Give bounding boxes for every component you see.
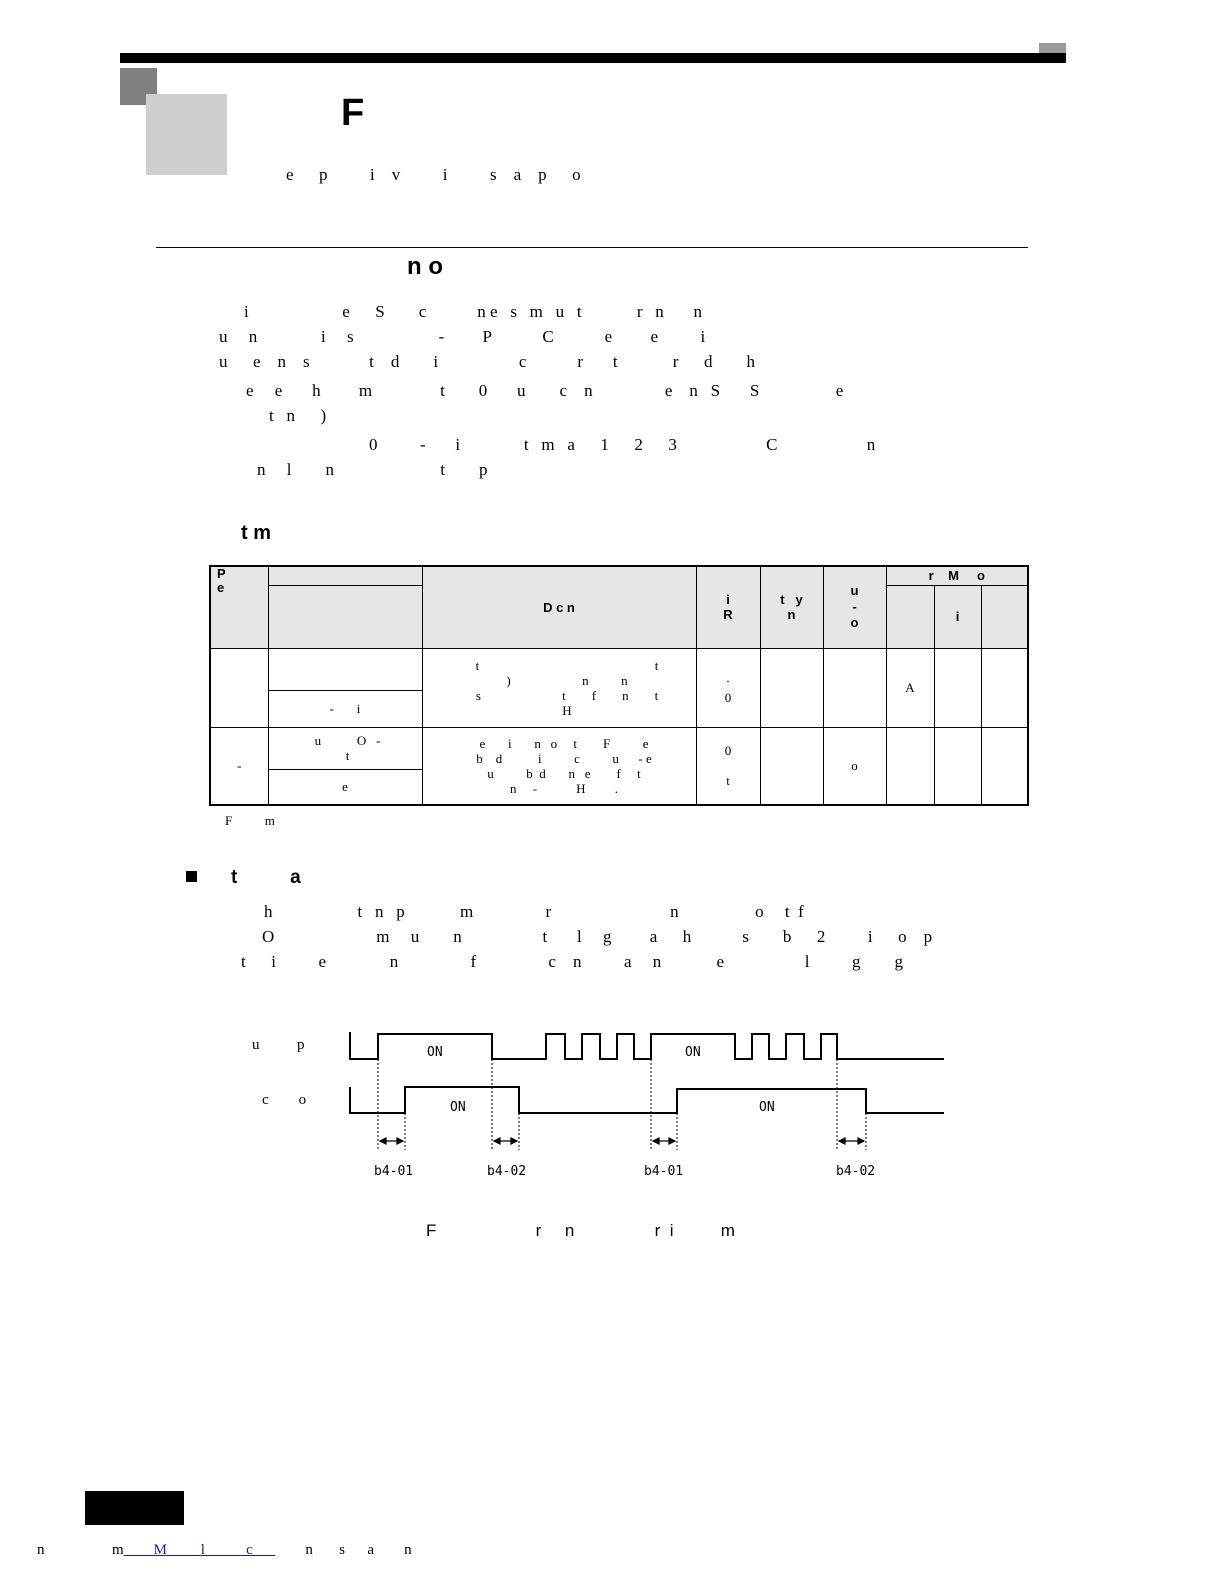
delay-label: b4-02 xyxy=(836,1164,876,1179)
row2-name-top: u O - t xyxy=(268,727,422,769)
on-label: ON xyxy=(450,1100,466,1115)
row1-access-1: A xyxy=(886,648,934,727)
paragraph-line: i e S c n e s m u t r n n xyxy=(244,302,703,321)
on-label: ON xyxy=(759,1100,775,1115)
table-title: t m xyxy=(241,522,271,544)
paragraph-line: O m u n t l g a h s b 2 i o p xyxy=(262,927,933,946)
page-number-block xyxy=(85,1491,184,1525)
timing-row-input-label: u p xyxy=(252,1037,305,1053)
paragraph-line: n l n t p xyxy=(257,460,488,479)
delay-label: b4-02 xyxy=(487,1164,527,1179)
row2-param: - xyxy=(210,727,268,805)
on-label: ON xyxy=(685,1045,701,1060)
row1-description: t t ) n n s t f n t H xyxy=(422,648,696,727)
arrowhead-left-icon xyxy=(839,1138,845,1144)
header-change-during-operation: u - o xyxy=(823,566,886,648)
header-access-level: r M o xyxy=(886,566,1028,585)
paragraph-line: 0 - i t m a 1 2 3 C n xyxy=(369,435,876,454)
chapter-intro: e p i v i s a p o xyxy=(286,165,581,184)
row2-description: e i n o t F e b d i c u - e u b d n e f t n - H . xyxy=(422,727,696,805)
header-setting-range: i R xyxy=(696,566,760,648)
timing-title: t a xyxy=(231,867,301,888)
arrowhead-left-icon xyxy=(653,1138,659,1144)
delay-label: b4-01 xyxy=(644,1164,684,1179)
on-label: ON xyxy=(427,1045,443,1060)
timing-row-output-label: c o xyxy=(262,1092,307,1108)
paragraph-line: t n ) xyxy=(269,406,327,425)
row2-name-bottom: e xyxy=(268,769,422,805)
footer-link[interactable]: M l c xyxy=(123,1542,276,1558)
header-access-2: i xyxy=(934,585,981,648)
section-title: n o xyxy=(407,253,443,280)
paragraph-line: e e h m t 0 u c n e n S S e xyxy=(246,381,844,400)
row1-range: . 0 xyxy=(696,648,760,727)
paragraph-line: t i e n f c n a n e l g g xyxy=(241,952,904,971)
row1-name-bottom: - i xyxy=(268,690,422,727)
arrowhead-right-icon xyxy=(511,1138,517,1144)
header-description: D c n xyxy=(422,566,696,648)
arrowhead-left-icon xyxy=(380,1138,386,1144)
arrowhead-right-icon xyxy=(397,1138,403,1144)
footer-text-right: n s a n xyxy=(275,1542,412,1558)
table-note: F m xyxy=(225,813,275,828)
arrowhead-right-icon xyxy=(669,1138,675,1144)
row2-change: o xyxy=(823,727,886,805)
paragraph-line: h t n p m r n o t f xyxy=(264,902,804,921)
paragraph-line: u e n s t d i c r t r d h xyxy=(219,352,755,371)
arrowhead-right-icon xyxy=(858,1138,864,1144)
footer-text-left: n m xyxy=(37,1542,124,1558)
paragraph-line: u n i s - P C e e i xyxy=(219,327,706,346)
footer-line xyxy=(37,1542,412,1559)
header-param-no: P e xyxy=(210,566,268,648)
header-factory-setting: t y n xyxy=(760,566,823,648)
delay-label: b4-01 xyxy=(374,1164,414,1179)
row2-range: 0 t xyxy=(696,727,760,805)
arrowhead-left-icon xyxy=(494,1138,500,1144)
figure-caption: F r n r i m xyxy=(426,1221,735,1240)
chapter-title: F xyxy=(341,92,365,134)
output-signal-waveform xyxy=(350,1087,944,1113)
